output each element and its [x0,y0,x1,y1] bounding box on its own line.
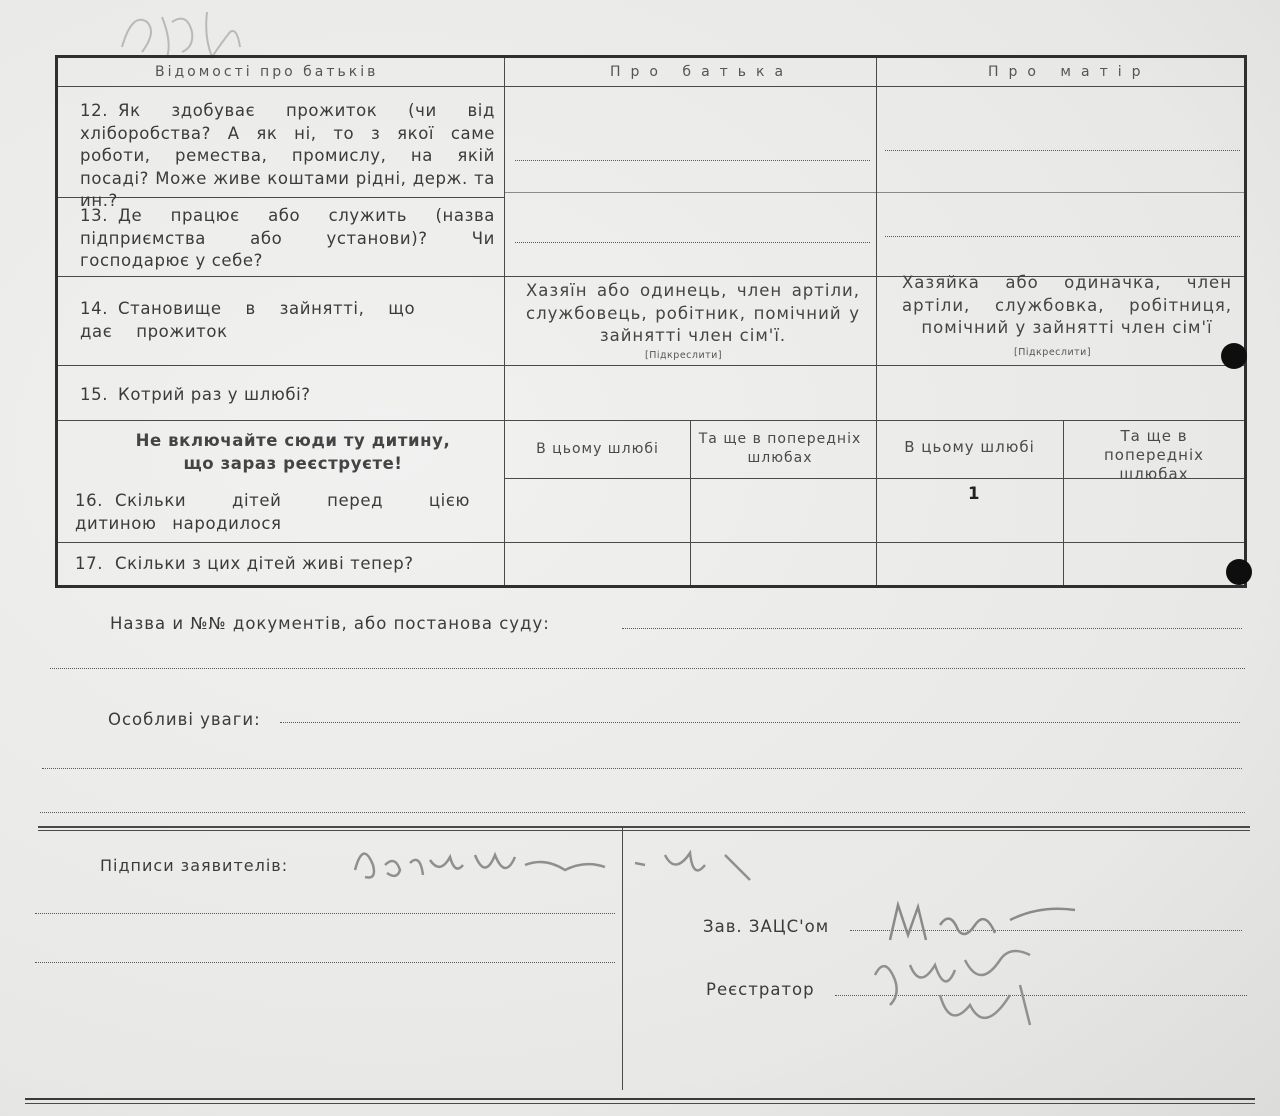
q17-number: 17. [75,554,104,573]
remarks-label: Особливі уваги: [108,710,261,729]
q16-number: 16. [75,491,104,510]
q13-text: Де працює або служить (назва підприємства або установи)? Чи господарює у себе? [80,206,495,270]
q15-number: 15. [80,385,109,404]
header-info-about-parents: Відомості про батьків [155,64,379,80]
head-of-registry-label: Зав. ЗАЦС'ом [703,917,830,936]
header-about-father: Про батька [610,64,794,80]
q14-father-options: Хазяїн або одинець, член артіли, службовець, робітник, помічний у зайнятті член сім'ї. [526,281,860,345]
q16-mother-this-value: 1 [968,484,981,503]
q14-mother-options: Хазяйка або одиначка, член артіли, службовка, робітниця, помічний у зайнятті член сім'ї [902,273,1232,337]
archival-pencil-mark [112,2,262,62]
q16-father-this-marriage: В цьому шлюбі [536,441,659,457]
punch-hole-lower [1226,559,1252,585]
applicants-signatures-label: Підписи заявителів: [100,856,289,875]
registrar-signature [860,935,1060,1045]
q13-number: 13. [80,206,109,225]
q17-text: Скільки з цих дітей живі тепер? [115,554,414,573]
q14-number: 14. [80,299,109,318]
q14-father-underline-note: [Підкреслити] [645,350,723,361]
q16-text: Скільки дітей перед цією дитиною народилося [75,491,470,533]
q16-mother-this-marriage: В цьому шлюбі [904,438,1035,456]
q14-text: Становище в зайнятті, що дає прожиток [80,299,416,341]
q12-text: Як здобуває прожиток (чи від хліборобства? А як ні, то з якої саме роботи, ремества, промислу, на якій посаді? Може живе коштами рідні, держ. та ин.? [80,101,495,210]
applicant-signature [345,835,775,895]
registrar-label: Реєстратор [706,980,815,999]
q12-number: 12. [80,101,109,120]
q16-father-previous-marriages: Та ще в попередніх шлюбах [698,431,862,466]
q14-mother-underline-note: [Підкреслити] [1014,347,1092,358]
q16-mother-previous-marriages: Та ще в попередніх шлюбах [1104,427,1204,483]
header-about-mother: Про матір [988,64,1151,80]
q16-warning: Не включайте сюди ту дитину, що зараз реєструєте! [135,431,451,473]
punch-hole-upper [1221,343,1247,369]
documents-label: Назва и №№ документів, або постанова суду: [110,614,550,633]
q15-text: Котрий раз у шлюбі? [118,385,311,404]
